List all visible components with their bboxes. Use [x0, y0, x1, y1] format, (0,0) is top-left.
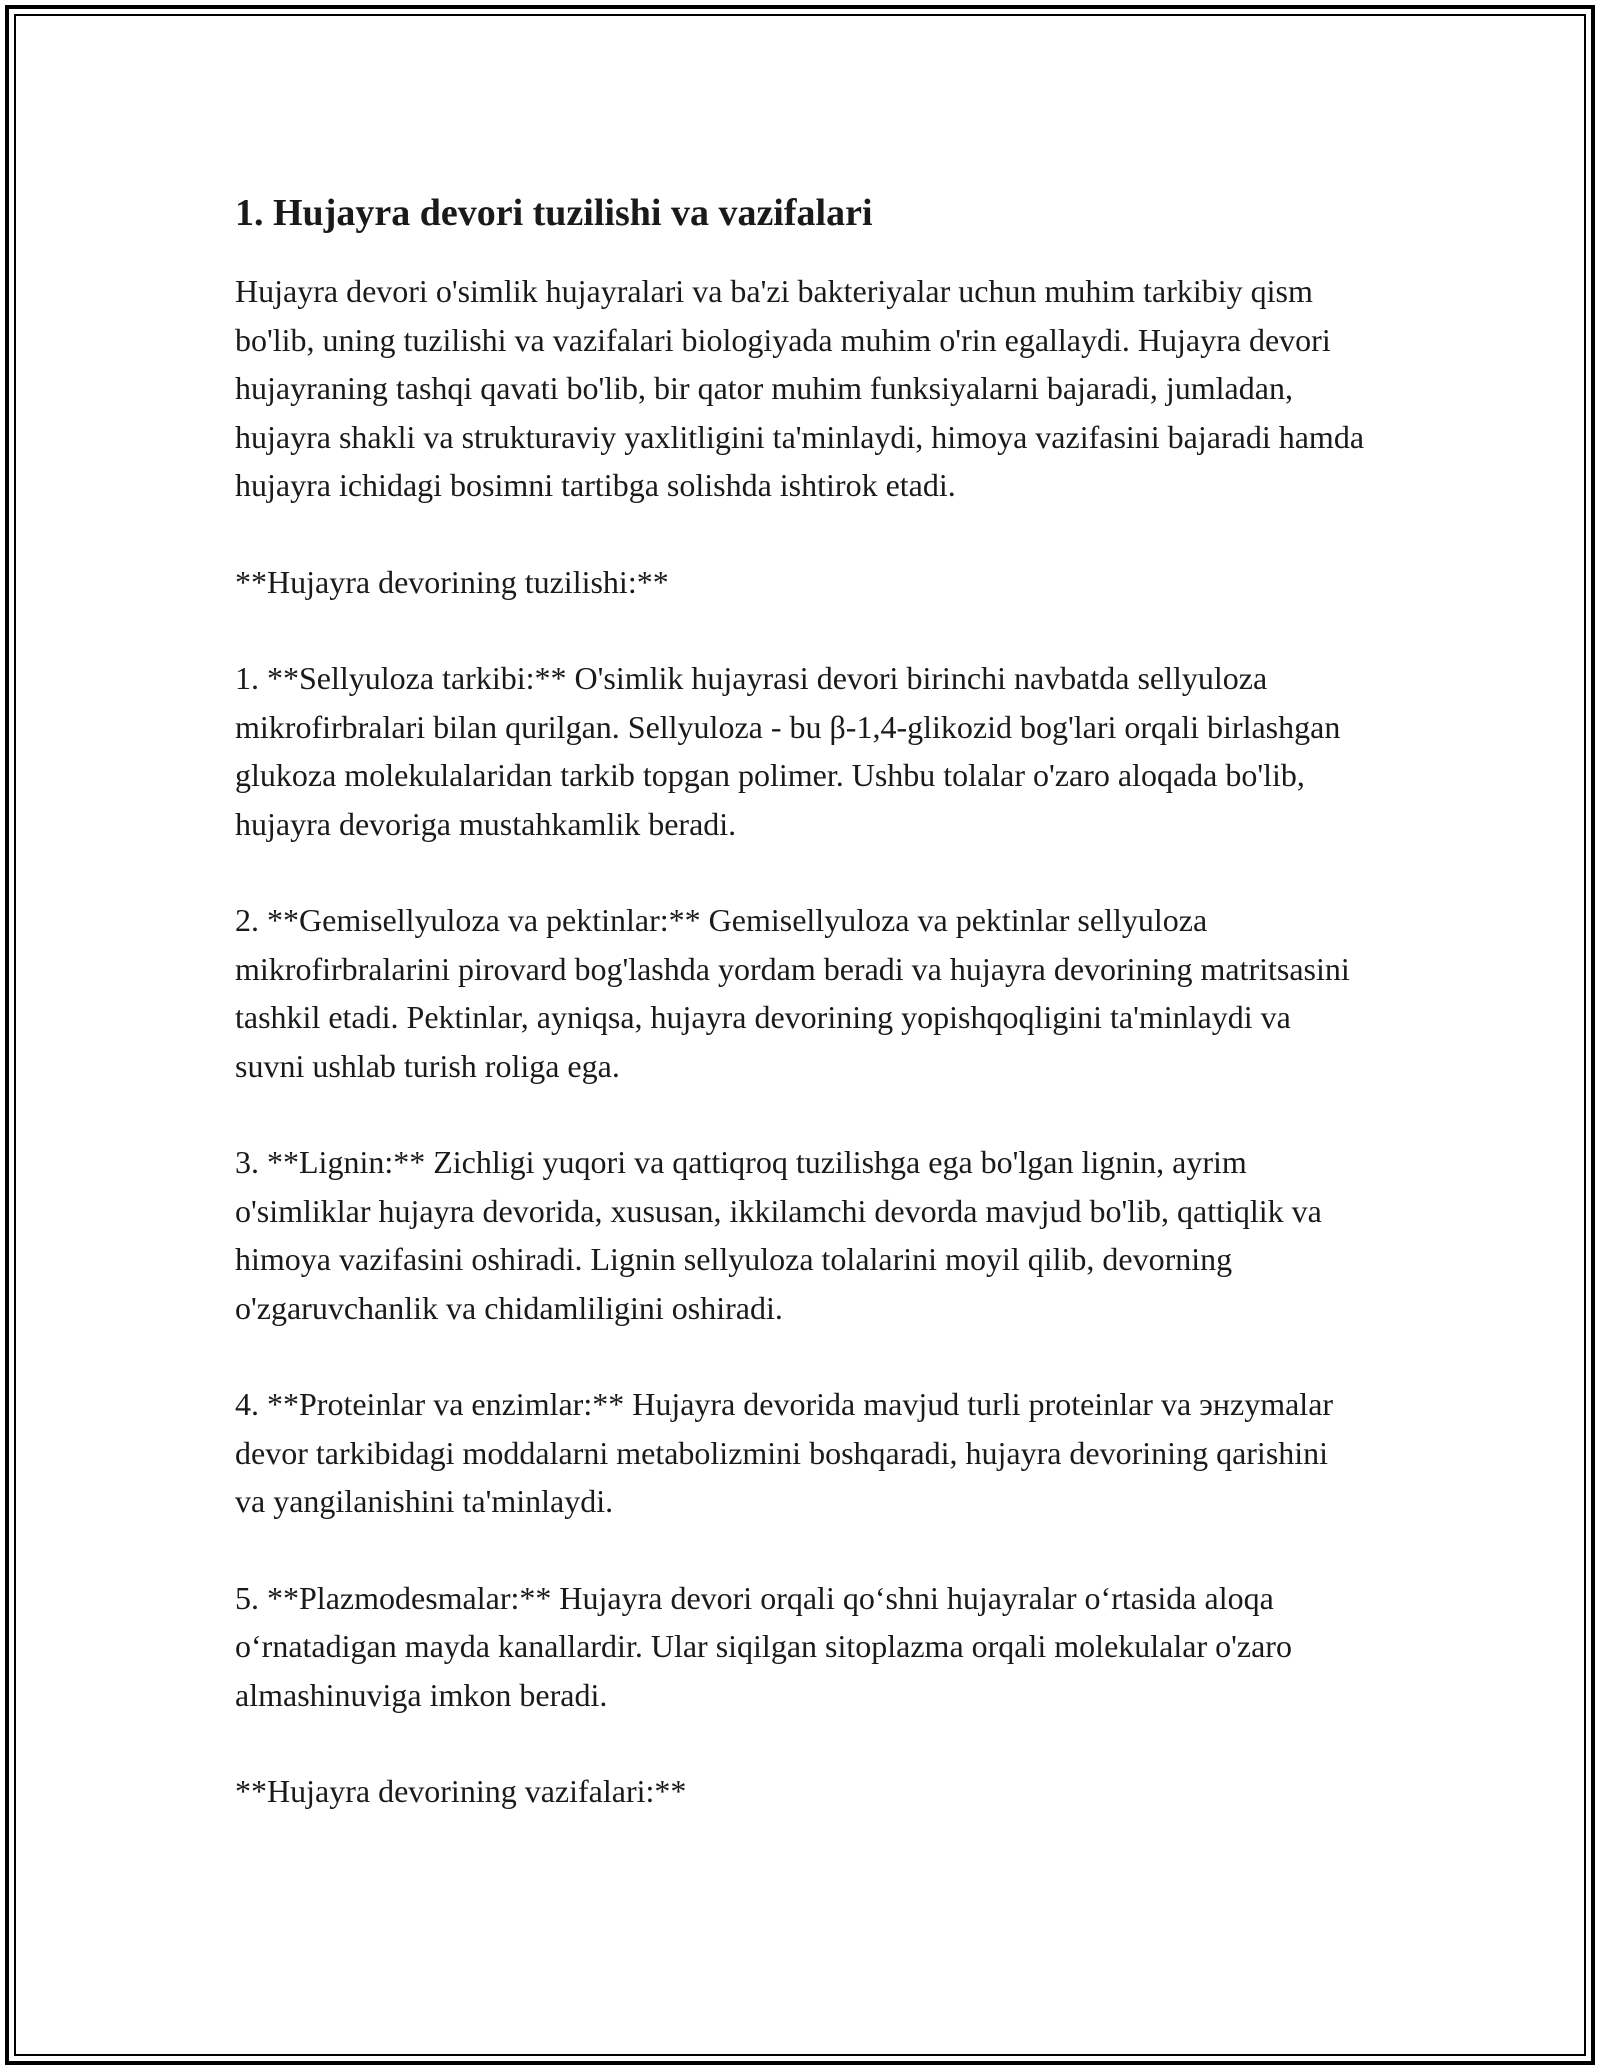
- list-item-plasmodesmata: 5. **Plazmodesmalar:** Hujayra devori orqali qoʻshni hujayralar oʻrtasida aloqa oʻrnatadigan mayda kanallardir. Ular siqilgan sitoplazma orqali molekulalar o'zaro almashinuviga imkon beradi.: [235, 1579, 1292, 1713]
- list-item-hemicellulose: 2. **Gemisellyuloza va pektinlar:** Gemisellyuloza va pektinlar sellyuloza mikrofirbralarini pirovard bog'lashda yordam beradi va hujayra devorining matritsasini tashkil etadi. Pektinlar, ayniqsa, hujayra devorining yopishqoqligini ta'minlaydi va suvni ushlab turish roliga ega.: [235, 902, 1350, 1084]
- section-heading: 1. Hujayra devori tuzilishi va vazifalari: [235, 192, 873, 234]
- intro-paragraph: Hujayra devori o'simlik hujayralari va ba'zi bakteriyalar uchun muhim tarkibiy qism bo'lib, uning tuzilishi va vazifalari biologiyada muhim o'rin egallaydi. Hujayra devori hujayraning tashqi qavati bo'lib, bir qator muhim funksiyalarni bajaradi, jumladan, hujayra shakli va strukturaviy yaxlitligini ta'minlaydi, himoya vazifasini bajaradi hamda hujayra ichidagi bosimni tartibga solishda ishtirok etadi.: [235, 273, 1365, 503]
- list-item-proteins: 4. **Proteinlar va enzimlar:** Hujayra devorida mavjud turli proteinlar va энzymalar devor tarkibidagi moddalarni metabolizmini boshqaradi, hujayra devorining qarishini va yangilanishini ta'minlaydi.: [235, 1386, 1334, 1519]
- structure-subheading: **Hujayra devorining tuzilishi:**: [235, 563, 669, 600]
- functions-subheading: **Hujayra devorining vazifalari:**: [235, 1773, 687, 1809]
- list-item-lignin: 3. **Lignin:** Zichligi yuqori va qattiqroq tuzilishga ega bo'lgan lignin, ayrim o'simliklar hujayra devorida, xususan, ikkilamchi devorda mavjud bo'lib, qattiqlik va himoya vazifasini oshiradi. Lignin sellyuloza tolalarini moyil qilib, devorning o'zgaruvchanlik va chidamliligini oshiradi.: [235, 1144, 1322, 1326]
- list-item-cellulose: 1. **Sellyuloza tarkibi:** O'simlik hujayrasi devori birinchi navbatda sellyuloza mikrofirbralari bilan qurilgan. Sellyuloza - bu β-1,4-glikozid bog'lari orqali birlashgan glukoza molekulalaridan tarkib topgan polimer. Ushbu tolalar o'zaro aloqada bo'lib, hujayra devoriga mustahkamlik beradi.: [235, 660, 1341, 842]
- document-body: [235, 185, 1365, 1864]
